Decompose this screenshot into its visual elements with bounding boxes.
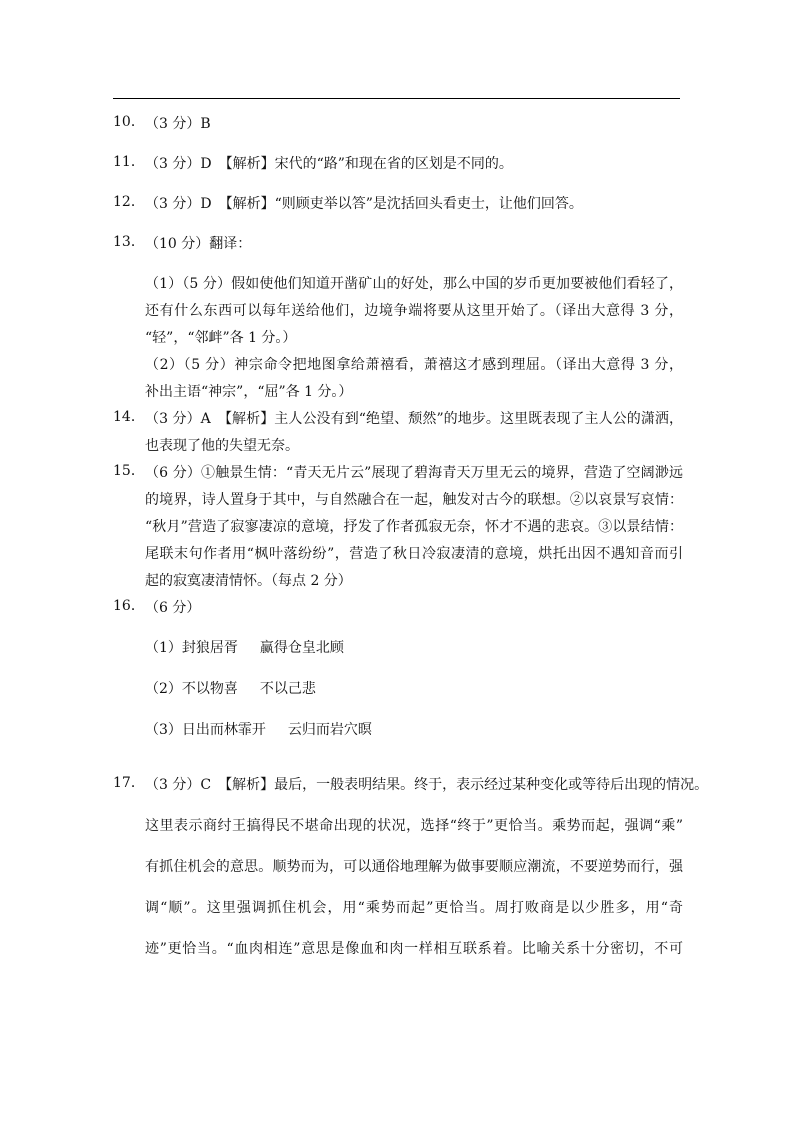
answer-part: 不以己悲 — [259, 681, 316, 697]
answer-14 — [113, 406, 683, 460]
recitation-answer-2 — [145, 676, 683, 703]
answer-line: 起的寂寞凄清情怀。（每点 2 分） — [145, 573, 352, 589]
translation-1 — [145, 271, 683, 352]
answer-part: 不以物喜 — [181, 681, 238, 697]
answer-part: 云归而岩穴暝 — [287, 722, 372, 738]
answer-line: 也表现了他的失望无奈。 — [145, 438, 299, 454]
header-rule — [113, 98, 680, 99]
question-number: 14． — [113, 409, 145, 425]
question-number: 12． — [113, 194, 145, 210]
answer-part: 日出而林霏开 — [181, 722, 266, 738]
question-number: 10． — [113, 114, 145, 130]
answer-line: 这里表示商纣王搞得民不堪命出现的状况，选择“终于”更恰当。乘势而起，强调“乘” — [145, 818, 683, 834]
answer-line: “轻”，“邻衅”各 1 分。） — [145, 330, 297, 346]
answer-part: 赢得仓皇北顾 — [259, 640, 344, 656]
answer-10 — [113, 111, 683, 138]
question-number: 15． — [113, 463, 145, 479]
answer-index: （2） — [145, 681, 182, 697]
answer-line: （3 分）B — [145, 116, 211, 132]
answer-line: 补出主语“神宗”，“屈”各 1 分。） — [145, 384, 353, 400]
answer-part: 封狼居胥 — [181, 640, 238, 656]
answer-15 — [113, 460, 683, 595]
answer-12 — [113, 191, 683, 218]
question-number: 11． — [113, 154, 145, 170]
question-number: 16． — [113, 598, 145, 614]
translation-2 — [145, 352, 683, 406]
answer-line: （3 分）A 【解析】主人公没有到“绝望、颓然”的地步。这里既表现了主人公的潇洒， — [145, 411, 683, 427]
recitation-answer-3 — [145, 717, 683, 744]
answer-line: （3 分）D 【解析】“则顾吏举以答”是沈括回头看吏士，让他们回答。 — [145, 196, 583, 212]
answer-index: （3） — [145, 722, 182, 738]
answer-line: （1）（5 分）假如使他们知道开凿矿山的好处，那么中国的岁币更加要被他们看轻了， — [145, 276, 683, 292]
answer-line: （3 分）D 【解析】宋代的“路”和现在省的区划是不同的。 — [145, 156, 513, 172]
recitation-answer-1 — [145, 635, 683, 662]
answer-line: “秋月”营造了寂寥凄凉的意境，抒发了作者孤寂无奈，怀才不遇的悲哀。③以景结情： — [145, 519, 683, 535]
answer-13 — [113, 231, 683, 406]
answer-line: （3 分）C 【解析】最后，一般表明结果。终于，表示经过某种变化或等待后出现的情况。 — [145, 777, 709, 793]
answer-line: 的境界，诗人置身于其中，与自然融合在一起，触发对古今的联想。②以哀景写哀情： — [145, 492, 683, 508]
answer-11 — [113, 151, 683, 178]
answer-line: （10 分）翻译： — [145, 236, 252, 252]
answer-line: （6 分） — [145, 600, 201, 616]
answer-line: 还有什么东西可以每年送给他们，边境争端将要从这里开始了。（译出大意得 3 分， — [145, 303, 683, 319]
answer-index: （1） — [145, 640, 182, 656]
answer-line: 有抓住机会的意思。顺势而为，可以通俗地理解为做事要顺应潮流，不要逆势而行，强 — [145, 859, 683, 875]
answer-key — [113, 111, 709, 963]
answer-line: 调“顺”。这里强调抓住机会，用“乘势而起”更恰当。周打败商是以少胜多，用“奇 — [145, 900, 683, 916]
answer-line: 迹”更恰当。“血肉相连”意思是像血和肉一样相互联系着。比喻关系十分密切，不可 — [145, 941, 683, 957]
question-number: 17． — [113, 775, 145, 791]
question-number: 13． — [113, 234, 145, 250]
answer-16 — [113, 595, 683, 744]
answer-line: （6 分）①触景生情：“青天无片云”展现了碧海青天万里无云的境界，营造了空阔渺远 — [145, 465, 683, 481]
answer-line: （2）（5 分）神宗命令把地图拿给萧禧看，萧禧这才感到理屈。（译出大意得 3 分， — [145, 357, 683, 373]
answer-17 — [113, 772, 709, 963]
answer-line: 尾联末句作者用“枫叶落纷纷”，营造了秋日冷寂凄清的意境，烘托出因不遇知音而引 — [145, 546, 683, 562]
